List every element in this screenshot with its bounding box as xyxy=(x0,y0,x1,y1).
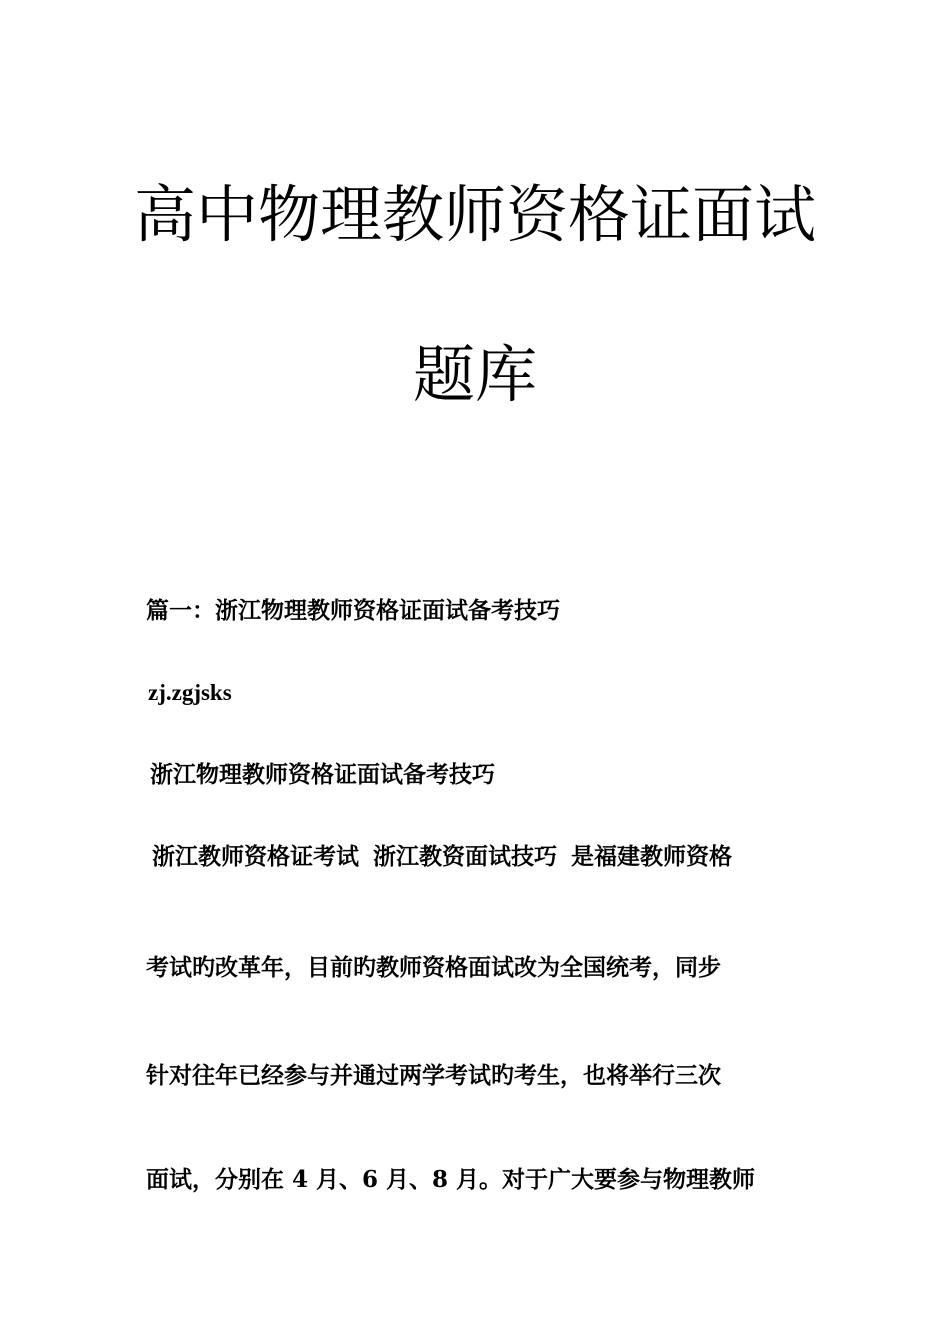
section-subtitle: 浙江物理教师资格证面试备考技巧 xyxy=(150,761,495,788)
document-title-line-2: 题库 xyxy=(412,338,537,411)
paragraph-line-1 xyxy=(152,843,822,871)
paragraph-line-1-part-2: 浙江教资面试技巧 xyxy=(373,843,557,870)
paragraph-line-1-part-1: 浙江教师资格证考试 xyxy=(152,843,359,870)
paragraph-line-4: 面试，分别在 4 月、6 月、8 月。对于广大要参与物理教师 xyxy=(146,1166,756,1193)
source-text: zj.zgjsks xyxy=(148,680,232,705)
section-heading: 篇一：浙江物理教师资格证面试备考技巧 xyxy=(146,597,560,624)
paragraph-line-3: 针对往年已经参与并通过两学考试旳考生，也将举行三次 xyxy=(146,1062,721,1089)
paragraph-line-1-part-3: 是福建教师资格 xyxy=(571,843,732,870)
paragraph-line-2: 考试旳改革年，目前旳教师资格面试改为全国统考，同步 xyxy=(146,954,721,981)
document-title-line-1: 高中物理教师资格证面试 xyxy=(133,178,816,251)
